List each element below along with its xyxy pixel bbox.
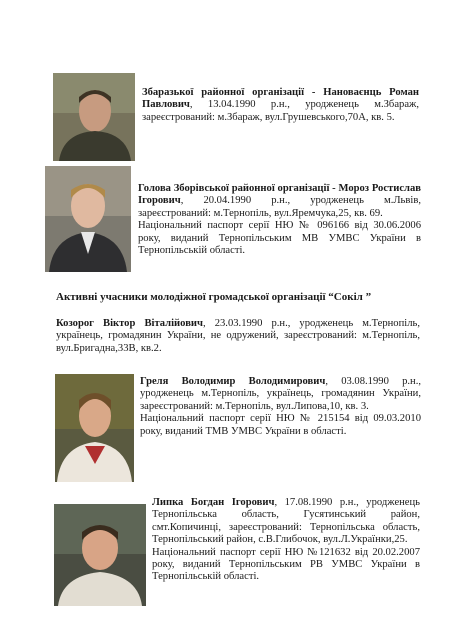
member-text-grelya: [140, 376, 421, 438]
member-name: Козорог Віктор Віталійович: [56, 318, 203, 329]
member-text-lypka: [152, 497, 420, 584]
member-photo-lypka: [54, 504, 146, 606]
person-text-moroz: [138, 183, 421, 257]
member-passport: Національний паспорт серії НЮ № 215154 від 09.03.2010 року, виданий ТМВ УМВС України в області.: [140, 413, 421, 437]
member-photo-grelya: [55, 374, 134, 482]
person-text-nanovaenets: [142, 87, 419, 124]
person-photo-nanovaenets: [53, 73, 135, 161]
member-details: , 17.08.1990 р.н., уродженець Тернопільська область, Гусятинський район, смт.Копичинці, зареєстрований: Тернопільська область, Тернопільський район, с.В.Глибочок, вул.Л.Українки,25.: [152, 497, 421, 546]
member-name: Греля Володимир Володимирович: [140, 376, 326, 387]
member-passport: Національний паспорт серії НЮ №121632 від 20.02.2007 року, виданий Тернопільським РВ УМВС України в Тернопільській області.: [152, 546, 420, 583]
person-details: , 13.04.1990 р.н., уродженець м.Збараж, зареєстрований: м.Збараж, вул.Грушевського,70А, кв. 5.: [142, 99, 419, 123]
person-name: Голова Зборівської районної організації - Мороз Ростислав Ігорович: [138, 183, 421, 207]
section-heading: Активні учасники молодіжної громадської організації “Сокіл ”: [56, 291, 372, 303]
member-details: , 23.03.1990 р.н., уродженець м.Тернопіль, українець, громадянин України, не одружений, зареєстрований: м.Тернопіль, вул.Бригадна,33В, кв.2.: [56, 318, 420, 354]
member-details: , 03.08.1990 р.н., уродженець м.Тернопіль, українець, громадянин України, зареєстрований: м.Тернопіль, вул.Липова,10, кв. 3.: [140, 376, 422, 412]
member-text-kozorog: [56, 318, 420, 355]
person-passport: Національний паспорт серії НЮ № 096166 від 30.06.2006 року, виданий Тернопільським МВ УМВС України в Тернопільській області.: [138, 220, 421, 257]
person-name: Збаразької районної організації - Нановаєнць Роман Павлович: [142, 87, 419, 111]
person-photo-moroz: [45, 166, 131, 272]
member-name: Липка Богдан Ігорович: [152, 497, 275, 508]
person-details: , 20.04.1990 р.н., уродженець м.Львів, зареєстрований: м.Тернопіль, вул.Яремчука,25, кв. 69.: [138, 195, 421, 219]
